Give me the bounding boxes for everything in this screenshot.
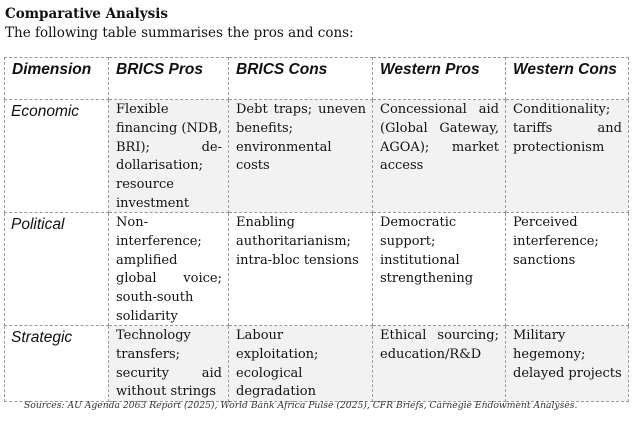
table-cell <box>373 100 506 213</box>
cell-text: Non-interference; amplified global voice; south-south solidarity <box>116 215 222 324</box>
table-row-strategic <box>5 326 629 402</box>
row-dimension-label: Economic <box>5 100 109 213</box>
cell-text: Labour exploitation; ecological degradation <box>236 328 319 399</box>
table-cell <box>229 213 373 326</box>
cell-text: Ethical sourcing; education/R&D <box>380 328 499 362</box>
table-cell <box>506 213 629 326</box>
table-row-economic <box>5 100 629 213</box>
cell-text: Concessional aid (Global Gateway, AGOA); market access <box>380 102 499 174</box>
header-western-cons: Western Cons <box>506 58 629 100</box>
table-cell <box>506 326 629 402</box>
row-dimension-label: Strategic <box>5 326 109 402</box>
header-western-pros: Western Pros <box>373 58 506 100</box>
table-cell <box>109 100 229 213</box>
table-header-row <box>5 58 629 100</box>
cell-text: Enabling authoritarianism; intra-bloc tensions <box>236 215 359 268</box>
header-dimension: Dimension <box>5 58 109 100</box>
row-dimension-label: Political <box>5 213 109 326</box>
intro-text: The following table summarises the pros and cons: <box>5 25 354 41</box>
cell-text: Military hegemony; delayed projects <box>513 328 622 381</box>
table-cell <box>506 100 629 213</box>
table-cell <box>229 100 373 213</box>
table-cell <box>373 326 506 402</box>
table-cell <box>109 326 229 402</box>
table-cell <box>109 213 229 326</box>
table-row-political <box>5 213 629 326</box>
sources-caption: Sources: AU Agenda 2063 Report (2025), World Bank Africa Pulse (2025), CFR Briefs, Carnegie Endowment Analyses. <box>24 400 578 411</box>
cell-text: Conditionality; tariffs and protectionism <box>513 102 622 155</box>
table-cell <box>229 326 373 402</box>
header-brics-pros: BRICS Pros <box>109 58 229 100</box>
cell-text: Technology transfers; security aid without strings <box>116 328 222 399</box>
cell-text: Democratic support; institutional strengthening <box>380 215 474 287</box>
header-brics-cons: BRICS Cons <box>229 58 373 100</box>
section-heading: Comparative Analysis <box>5 6 168 22</box>
cell-text: Debt traps; uneven benefits; environmental costs <box>236 102 366 174</box>
cell-text: Flexible financing (NDB, BRI); de-dollarisation; resource investment <box>116 102 222 211</box>
table-cell <box>373 213 506 326</box>
comparison-table <box>4 57 629 402</box>
cell-text: Perceived interference; sanctions <box>513 215 599 268</box>
